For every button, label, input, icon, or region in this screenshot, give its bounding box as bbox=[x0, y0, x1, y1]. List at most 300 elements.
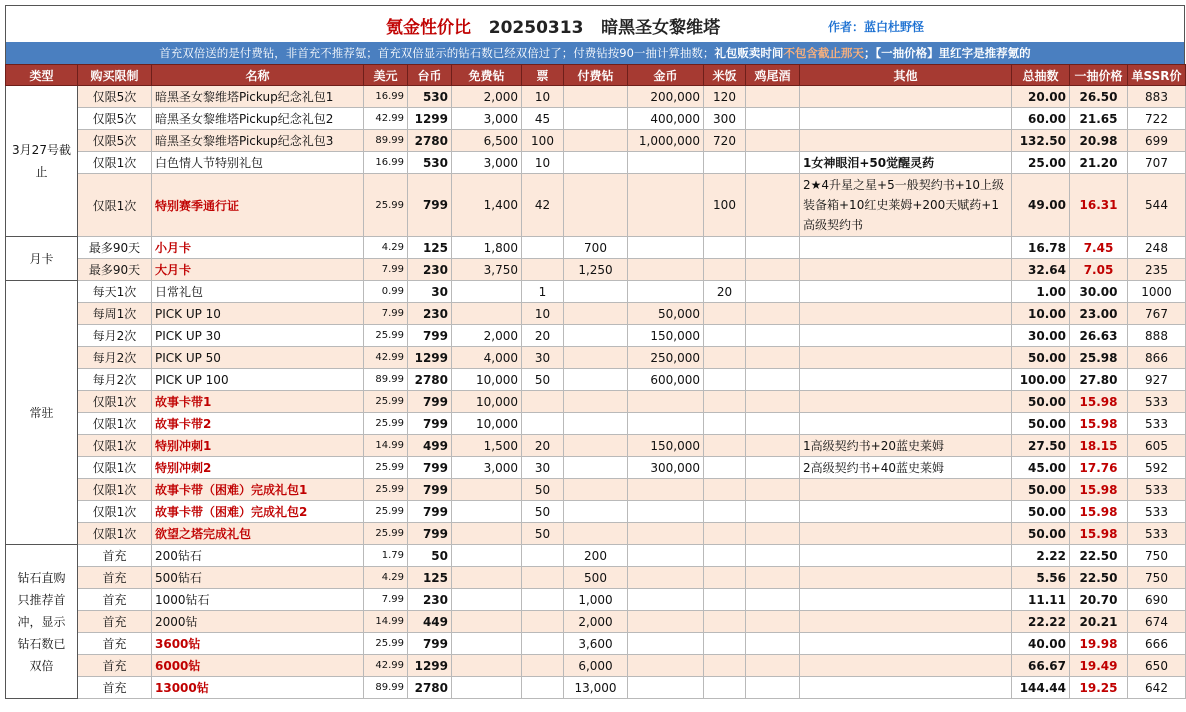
cell-rice bbox=[704, 457, 746, 479]
cell-cocktail bbox=[746, 413, 800, 435]
column-header: 类型 bbox=[6, 65, 78, 86]
page-title bbox=[386, 13, 720, 38]
cell-limit: 首充 bbox=[78, 611, 152, 633]
cell-ssr-price: 722 bbox=[1128, 108, 1186, 130]
cell-twd: 449 bbox=[408, 611, 452, 633]
table-row bbox=[6, 677, 1186, 699]
cell-paid-diamond: 3,600 bbox=[564, 633, 628, 655]
cell-gold bbox=[628, 611, 704, 633]
cell-free-diamond: 3,000 bbox=[452, 457, 522, 479]
cell-ticket bbox=[522, 391, 564, 413]
cell-gold: 1,000,000 bbox=[628, 130, 704, 152]
table-row bbox=[6, 303, 1186, 325]
cell-twd: 799 bbox=[408, 325, 452, 347]
cell-paid-diamond bbox=[564, 523, 628, 545]
column-header: 票 bbox=[522, 65, 564, 86]
cell-cocktail bbox=[746, 369, 800, 391]
cell-ssr-price: 533 bbox=[1128, 501, 1186, 523]
cell-total-draws: 100.00 bbox=[1012, 369, 1070, 391]
table-row bbox=[6, 479, 1186, 501]
column-header: 付费钻 bbox=[564, 65, 628, 86]
cell-twd: 530 bbox=[408, 152, 452, 174]
cell-paid-diamond bbox=[564, 479, 628, 501]
cell-ssr-price: 690 bbox=[1128, 589, 1186, 611]
column-header: 名称 bbox=[152, 65, 364, 86]
cell-name: PICK UP 10 bbox=[152, 303, 364, 325]
cell-usd: 25.99 bbox=[364, 391, 408, 413]
table-row bbox=[6, 413, 1186, 435]
cell-other bbox=[800, 259, 1012, 281]
cell-other bbox=[800, 369, 1012, 391]
cell-limit: 每天1次 bbox=[78, 281, 152, 303]
cell-ticket: 30 bbox=[522, 347, 564, 369]
cell-other: 1女神眼泪+50觉醒灵药 bbox=[800, 152, 1012, 174]
cell-cocktail bbox=[746, 237, 800, 259]
cell-limit: 仅限1次 bbox=[78, 435, 152, 457]
cell-paid-diamond bbox=[564, 501, 628, 523]
cell-free-diamond: 6,500 bbox=[452, 130, 522, 152]
cell-ticket bbox=[522, 655, 564, 677]
cell-other bbox=[800, 523, 1012, 545]
group-type-cell: 月卡 bbox=[6, 237, 78, 281]
cell-rice bbox=[704, 237, 746, 259]
cell-price-per-draw: 30.00 bbox=[1070, 281, 1128, 303]
cell-limit: 首充 bbox=[78, 567, 152, 589]
cell-free-diamond bbox=[452, 611, 522, 633]
cell-limit: 首充 bbox=[78, 589, 152, 611]
cell-ticket bbox=[522, 677, 564, 699]
cell-price-per-draw: 23.00 bbox=[1070, 303, 1128, 325]
cell-usd: 89.99 bbox=[364, 369, 408, 391]
cell-gold bbox=[628, 633, 704, 655]
cell-other bbox=[800, 303, 1012, 325]
cell-paid-diamond bbox=[564, 281, 628, 303]
cell-free-diamond: 4,000 bbox=[452, 347, 522, 369]
cell-other bbox=[800, 281, 1012, 303]
cell-ssr-price: 927 bbox=[1128, 369, 1186, 391]
cell-name: 大月卡 bbox=[152, 259, 364, 281]
cell-usd: 89.99 bbox=[364, 130, 408, 152]
cell-name: 500钻石 bbox=[152, 567, 364, 589]
table-row bbox=[6, 435, 1186, 457]
cell-paid-diamond: 1,000 bbox=[564, 589, 628, 611]
cell-cocktail bbox=[746, 174, 800, 237]
cell-rice bbox=[704, 435, 746, 457]
cell-usd: 25.99 bbox=[364, 479, 408, 501]
cell-cocktail bbox=[746, 633, 800, 655]
cell-free-diamond bbox=[452, 545, 522, 567]
cell-limit: 仅限1次 bbox=[78, 391, 152, 413]
cell-paid-diamond bbox=[564, 457, 628, 479]
cell-cocktail bbox=[746, 435, 800, 457]
cell-price-per-draw: 19.49 bbox=[1070, 655, 1128, 677]
cell-limit: 仅限1次 bbox=[78, 413, 152, 435]
cell-ssr-price: 699 bbox=[1128, 130, 1186, 152]
cell-usd: 16.99 bbox=[364, 86, 408, 108]
column-header: 一抽价格 bbox=[1070, 65, 1128, 86]
table-body bbox=[6, 86, 1186, 699]
cell-paid-diamond bbox=[564, 174, 628, 237]
cell-price-per-draw: 17.76 bbox=[1070, 457, 1128, 479]
column-header: 其他 bbox=[800, 65, 1012, 86]
table-row bbox=[6, 281, 1186, 303]
cell-paid-diamond bbox=[564, 413, 628, 435]
cell-ssr-price: 750 bbox=[1128, 567, 1186, 589]
cell-rice bbox=[704, 303, 746, 325]
group-type-cell: 3月27号截止 bbox=[6, 86, 78, 237]
cell-other bbox=[800, 347, 1012, 369]
cell-ssr-price: 642 bbox=[1128, 677, 1186, 699]
cell-total-draws: 49.00 bbox=[1012, 174, 1070, 237]
cell-price-per-draw: 15.98 bbox=[1070, 479, 1128, 501]
cell-name: 1000钻石 bbox=[152, 589, 364, 611]
cell-ticket bbox=[522, 611, 564, 633]
cell-limit: 首充 bbox=[78, 545, 152, 567]
cell-rice: 20 bbox=[704, 281, 746, 303]
cell-total-draws: 2.22 bbox=[1012, 545, 1070, 567]
cell-gold bbox=[628, 174, 704, 237]
cell-gold bbox=[628, 523, 704, 545]
cell-twd: 2780 bbox=[408, 677, 452, 699]
cell-gold bbox=[628, 501, 704, 523]
cell-total-draws: 11.11 bbox=[1012, 589, 1070, 611]
cell-usd: 25.99 bbox=[364, 633, 408, 655]
cell-ssr-price: 533 bbox=[1128, 391, 1186, 413]
cell-twd: 799 bbox=[408, 479, 452, 501]
cell-price-per-draw: 22.50 bbox=[1070, 567, 1128, 589]
cell-rice bbox=[704, 152, 746, 174]
cell-name: 6000钻 bbox=[152, 655, 364, 677]
cell-gold: 400,000 bbox=[628, 108, 704, 130]
cell-usd: 14.99 bbox=[364, 435, 408, 457]
cell-total-draws: 50.00 bbox=[1012, 347, 1070, 369]
cell-limit: 每月2次 bbox=[78, 347, 152, 369]
cell-price-per-draw: 26.50 bbox=[1070, 86, 1128, 108]
table-row bbox=[6, 633, 1186, 655]
cell-cocktail bbox=[746, 86, 800, 108]
cell-free-diamond bbox=[452, 523, 522, 545]
cell-gold bbox=[628, 152, 704, 174]
cell-name: 特别冲刺1 bbox=[152, 435, 364, 457]
cell-total-draws: 45.00 bbox=[1012, 457, 1070, 479]
cell-paid-diamond: 2,000 bbox=[564, 611, 628, 633]
cell-total-draws: 50.00 bbox=[1012, 413, 1070, 435]
cell-cocktail bbox=[746, 611, 800, 633]
cell-rice bbox=[704, 347, 746, 369]
cell-ssr-price: 767 bbox=[1128, 303, 1186, 325]
cell-ticket bbox=[522, 259, 564, 281]
cell-ticket: 50 bbox=[522, 523, 564, 545]
column-header: 总抽数 bbox=[1012, 65, 1070, 86]
notice-part2: 礼包贩卖时间 bbox=[714, 46, 784, 60]
cell-ssr-price: 866 bbox=[1128, 347, 1186, 369]
cell-limit: 每月2次 bbox=[78, 369, 152, 391]
cell-usd: 7.99 bbox=[364, 259, 408, 281]
cell-ssr-price: 1000 bbox=[1128, 281, 1186, 303]
cell-rice bbox=[704, 523, 746, 545]
cell-twd: 799 bbox=[408, 391, 452, 413]
table-row bbox=[6, 152, 1186, 174]
cell-rice bbox=[704, 501, 746, 523]
table-row bbox=[6, 567, 1186, 589]
cell-name: 特别赛季通行证 bbox=[152, 174, 364, 237]
table-row bbox=[6, 523, 1186, 545]
cell-usd: 25.99 bbox=[364, 523, 408, 545]
cell-paid-diamond bbox=[564, 86, 628, 108]
cell-ssr-price: 248 bbox=[1128, 237, 1186, 259]
cell-total-draws: 20.00 bbox=[1012, 86, 1070, 108]
cell-rice: 100 bbox=[704, 174, 746, 237]
cell-other bbox=[800, 589, 1012, 611]
cell-ssr-price: 533 bbox=[1128, 523, 1186, 545]
cell-price-per-draw: 15.98 bbox=[1070, 523, 1128, 545]
cell-price-per-draw: 19.98 bbox=[1070, 633, 1128, 655]
column-header: 美元 bbox=[364, 65, 408, 86]
cell-gold: 50,000 bbox=[628, 303, 704, 325]
cell-other bbox=[800, 86, 1012, 108]
price-table bbox=[5, 64, 1186, 699]
cell-free-diamond: 1,500 bbox=[452, 435, 522, 457]
cell-rice bbox=[704, 325, 746, 347]
cell-free-diamond bbox=[452, 281, 522, 303]
cell-rice bbox=[704, 611, 746, 633]
cell-gold bbox=[628, 391, 704, 413]
cell-twd: 2780 bbox=[408, 130, 452, 152]
cell-name: 小月卡 bbox=[152, 237, 364, 259]
cell-total-draws: 10.00 bbox=[1012, 303, 1070, 325]
cell-twd: 1299 bbox=[408, 655, 452, 677]
cell-other bbox=[800, 325, 1012, 347]
cell-price-per-draw: 20.70 bbox=[1070, 589, 1128, 611]
cell-paid-diamond: 1,250 bbox=[564, 259, 628, 281]
cell-paid-diamond: 500 bbox=[564, 567, 628, 589]
cell-limit: 每周1次 bbox=[78, 303, 152, 325]
cell-price-per-draw: 7.05 bbox=[1070, 259, 1128, 281]
cell-ticket: 42 bbox=[522, 174, 564, 237]
cell-total-draws: 50.00 bbox=[1012, 523, 1070, 545]
cell-other bbox=[800, 655, 1012, 677]
cell-gold bbox=[628, 545, 704, 567]
title-date: 20250313 bbox=[488, 18, 584, 38]
cell-paid-diamond: 200 bbox=[564, 545, 628, 567]
cell-cocktail bbox=[746, 347, 800, 369]
cell-ssr-price: 605 bbox=[1128, 435, 1186, 457]
group-type-cell: 常驻 bbox=[6, 281, 78, 545]
cell-price-per-draw: 18.15 bbox=[1070, 435, 1128, 457]
cell-cocktail bbox=[746, 303, 800, 325]
cell-other bbox=[800, 130, 1012, 152]
cell-rice bbox=[704, 413, 746, 435]
cell-name: 13000钻 bbox=[152, 677, 364, 699]
table-row bbox=[6, 174, 1186, 237]
cell-ssr-price: 235 bbox=[1128, 259, 1186, 281]
cell-name: 暗黑圣女黎维塔Pickup纪念礼包3 bbox=[152, 130, 364, 152]
cell-usd: 0.99 bbox=[364, 281, 408, 303]
cell-ticket: 20 bbox=[522, 435, 564, 457]
cell-twd: 230 bbox=[408, 589, 452, 611]
cell-limit: 仅限1次 bbox=[78, 523, 152, 545]
cell-ticket: 10 bbox=[522, 152, 564, 174]
cell-gold bbox=[628, 479, 704, 501]
cell-free-diamond: 10,000 bbox=[452, 391, 522, 413]
cell-rice bbox=[704, 633, 746, 655]
cell-free-diamond bbox=[452, 567, 522, 589]
cell-free-diamond: 2,000 bbox=[452, 325, 522, 347]
cell-twd: 799 bbox=[408, 501, 452, 523]
table-row bbox=[6, 86, 1186, 108]
cell-cocktail bbox=[746, 325, 800, 347]
cell-free-diamond: 3,000 bbox=[452, 108, 522, 130]
cell-other bbox=[800, 611, 1012, 633]
group-type-cell: 钻石直购只推荐首冲，显示钻石数已双倍 bbox=[6, 545, 78, 699]
cell-usd: 14.99 bbox=[364, 611, 408, 633]
cell-cocktail bbox=[746, 457, 800, 479]
cell-usd: 25.99 bbox=[364, 174, 408, 237]
cell-limit: 仅限1次 bbox=[78, 457, 152, 479]
cell-ssr-price: 888 bbox=[1128, 325, 1186, 347]
cell-ssr-price: 883 bbox=[1128, 86, 1186, 108]
cell-other bbox=[800, 413, 1012, 435]
cell-usd: 89.99 bbox=[364, 677, 408, 699]
column-header: 鸡尾酒 bbox=[746, 65, 800, 86]
cell-total-draws: 144.44 bbox=[1012, 677, 1070, 699]
cell-twd: 230 bbox=[408, 259, 452, 281]
table-row bbox=[6, 457, 1186, 479]
cell-paid-diamond: 6,000 bbox=[564, 655, 628, 677]
cell-free-diamond: 3,000 bbox=[452, 152, 522, 174]
cell-twd: 2780 bbox=[408, 369, 452, 391]
cell-ticket: 100 bbox=[522, 130, 564, 152]
cell-rice bbox=[704, 391, 746, 413]
cell-paid-diamond bbox=[564, 435, 628, 457]
cell-twd: 530 bbox=[408, 86, 452, 108]
cell-limit: 最多90天 bbox=[78, 259, 152, 281]
cell-twd: 799 bbox=[408, 174, 452, 237]
cell-ticket: 50 bbox=[522, 501, 564, 523]
cell-twd: 799 bbox=[408, 457, 452, 479]
title-prefix: 氪金性价比 bbox=[386, 18, 471, 38]
cell-rice bbox=[704, 545, 746, 567]
cell-other bbox=[800, 501, 1012, 523]
table-row bbox=[6, 237, 1186, 259]
cell-price-per-draw: 21.65 bbox=[1070, 108, 1128, 130]
cell-paid-diamond: 13,000 bbox=[564, 677, 628, 699]
table-row bbox=[6, 501, 1186, 523]
cell-total-draws: 132.50 bbox=[1012, 130, 1070, 152]
notice-part3: 不包含截止那天 bbox=[783, 46, 864, 60]
cell-limit: 首充 bbox=[78, 655, 152, 677]
cell-name: 暗黑圣女黎维塔Pickup纪念礼包1 bbox=[152, 86, 364, 108]
cell-total-draws: 60.00 bbox=[1012, 108, 1070, 130]
cell-ssr-price: 707 bbox=[1128, 152, 1186, 174]
cell-ticket: 10 bbox=[522, 86, 564, 108]
cell-ssr-price: 674 bbox=[1128, 611, 1186, 633]
cell-ticket: 45 bbox=[522, 108, 564, 130]
cell-name: 白色情人节特别礼包 bbox=[152, 152, 364, 174]
cell-price-per-draw: 15.98 bbox=[1070, 413, 1128, 435]
cell-name: 欲望之塔完成礼包 bbox=[152, 523, 364, 545]
cell-total-draws: 50.00 bbox=[1012, 479, 1070, 501]
cell-price-per-draw: 15.98 bbox=[1070, 501, 1128, 523]
cell-name: PICK UP 30 bbox=[152, 325, 364, 347]
cell-ticket: 10 bbox=[522, 303, 564, 325]
cell-price-per-draw: 26.63 bbox=[1070, 325, 1128, 347]
cell-gold bbox=[628, 655, 704, 677]
cell-cocktail bbox=[746, 655, 800, 677]
cell-rice bbox=[704, 259, 746, 281]
column-header: 米饭 bbox=[704, 65, 746, 86]
cell-ticket bbox=[522, 589, 564, 611]
cell-limit: 首充 bbox=[78, 633, 152, 655]
cell-twd: 1299 bbox=[408, 347, 452, 369]
cell-usd: 4.29 bbox=[364, 567, 408, 589]
cell-total-draws: 30.00 bbox=[1012, 325, 1070, 347]
cell-paid-diamond bbox=[564, 347, 628, 369]
cell-name: 日常礼包 bbox=[152, 281, 364, 303]
cell-limit: 仅限1次 bbox=[78, 174, 152, 237]
cell-ticket: 20 bbox=[522, 325, 564, 347]
cell-free-diamond: 10,000 bbox=[452, 369, 522, 391]
cell-free-diamond bbox=[452, 633, 522, 655]
cell-cocktail bbox=[746, 545, 800, 567]
cell-name: 2000钻 bbox=[152, 611, 364, 633]
cell-ssr-price: 533 bbox=[1128, 413, 1186, 435]
cell-usd: 42.99 bbox=[364, 108, 408, 130]
cell-cocktail bbox=[746, 501, 800, 523]
cell-other bbox=[800, 237, 1012, 259]
cell-total-draws: 32.64 bbox=[1012, 259, 1070, 281]
column-header: 单SSR价 bbox=[1128, 65, 1186, 86]
cell-twd: 499 bbox=[408, 435, 452, 457]
column-header: 台币 bbox=[408, 65, 452, 86]
cell-price-per-draw: 22.50 bbox=[1070, 545, 1128, 567]
cell-price-per-draw: 19.25 bbox=[1070, 677, 1128, 699]
cell-cocktail bbox=[746, 589, 800, 611]
cell-ticket: 50 bbox=[522, 479, 564, 501]
table-row bbox=[6, 391, 1186, 413]
header-row bbox=[6, 65, 1186, 86]
cell-gold bbox=[628, 281, 704, 303]
cell-ssr-price: 650 bbox=[1128, 655, 1186, 677]
spreadsheet bbox=[5, 5, 1185, 699]
cell-other bbox=[800, 391, 1012, 413]
table-row bbox=[6, 325, 1186, 347]
cell-name: PICK UP 100 bbox=[152, 369, 364, 391]
cell-limit: 仅限1次 bbox=[78, 501, 152, 523]
cell-name: 故事卡带1 bbox=[152, 391, 364, 413]
cell-gold bbox=[628, 413, 704, 435]
cell-rice bbox=[704, 677, 746, 699]
table-row bbox=[6, 108, 1186, 130]
cell-gold: 200,000 bbox=[628, 86, 704, 108]
cell-free-diamond bbox=[452, 589, 522, 611]
cell-cocktail bbox=[746, 677, 800, 699]
cell-usd: 7.99 bbox=[364, 589, 408, 611]
cell-cocktail bbox=[746, 130, 800, 152]
cell-gold: 150,000 bbox=[628, 435, 704, 457]
cell-total-draws: 1.00 bbox=[1012, 281, 1070, 303]
cell-ssr-price: 544 bbox=[1128, 174, 1186, 237]
cell-total-draws: 16.78 bbox=[1012, 237, 1070, 259]
cell-free-diamond: 3,750 bbox=[452, 259, 522, 281]
cell-paid-diamond bbox=[564, 303, 628, 325]
cell-price-per-draw: 15.98 bbox=[1070, 391, 1128, 413]
cell-name: 3600钻 bbox=[152, 633, 364, 655]
cell-free-diamond: 1,400 bbox=[452, 174, 522, 237]
notice-part1: 首充双倍送的是付费钻，非首充不推荐氪；首充双倍显示的钻石数已经双倍过了；付费钻按90一抽计算抽数； bbox=[159, 46, 715, 60]
cell-price-per-draw: 25.98 bbox=[1070, 347, 1128, 369]
cell-total-draws: 25.00 bbox=[1012, 152, 1070, 174]
